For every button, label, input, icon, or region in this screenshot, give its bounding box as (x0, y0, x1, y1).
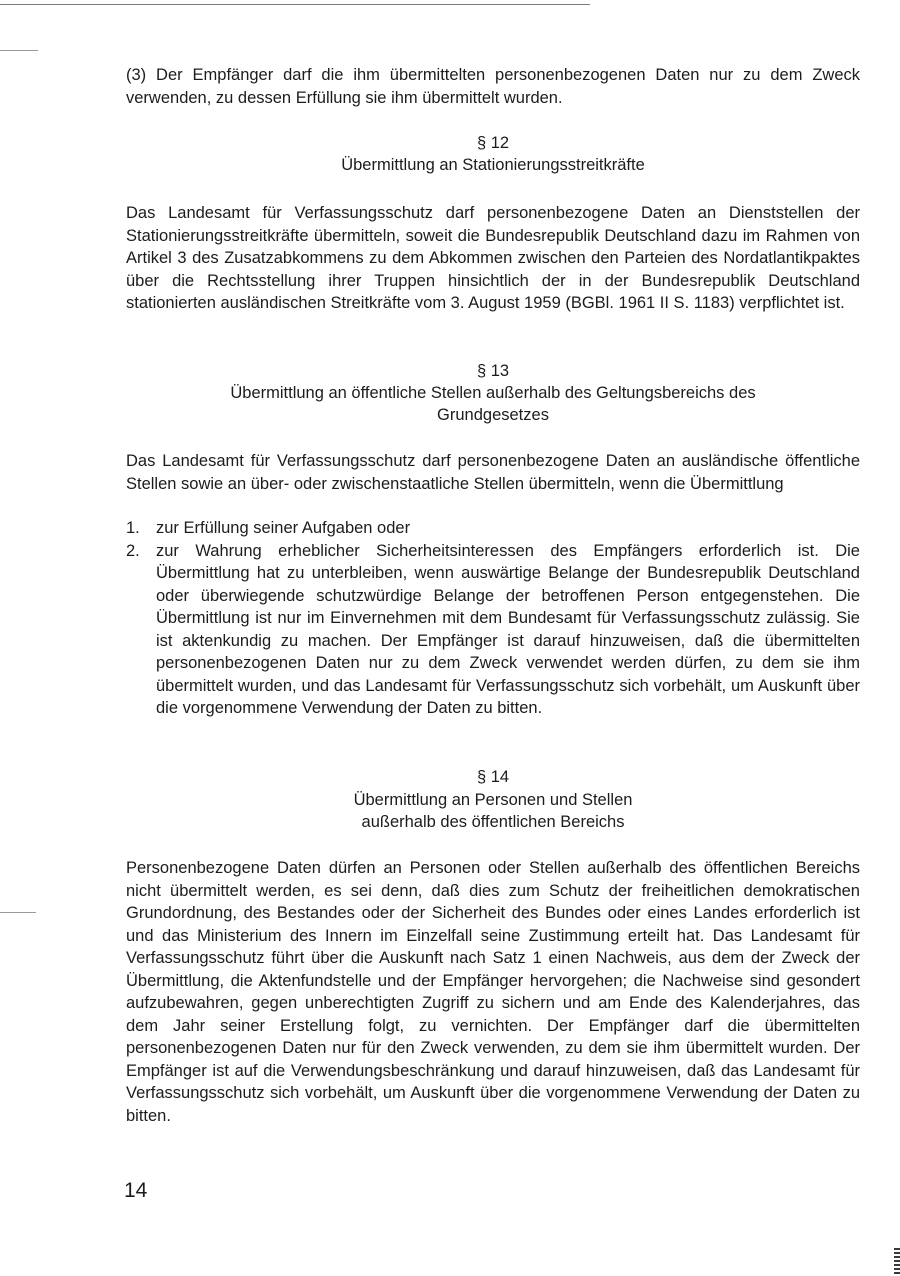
list-item-number: 2. (126, 541, 140, 560)
section-14-title-line1: Übermittlung an Personen und Stellen (353, 791, 633, 809)
list-item (126, 540, 860, 720)
section-14-number: § 14 (476, 768, 510, 786)
list-item (126, 517, 860, 540)
page-number: 14 (124, 1179, 148, 1202)
section-12-number: § 12 (476, 134, 510, 152)
section-13-title-line1: Übermittlung an öffentliche Stellen außerhalb des Geltungsbereichs des (230, 384, 756, 402)
section-13-title-line2: Grundgesetzes (437, 406, 549, 424)
section-13-number: § 13 (476, 362, 510, 380)
list-item-text: zur Wahrung erheblicher Sicherheitsinteressen des Empfängers erforderlich ist. Die Übermittlung hat zu unterbleiben, wenn auswärtige Belange der Bundesrepublik Deutschland oder überwiegende schutzwürdige Belange der betroffenen Person entgegenstehen. Die Übermittlung ist nur im Einvernehmen mit dem Bundesamt für Verfassungsschutz zulässig. Sie ist aktenkundig zu machen. Der Empfänger ist darauf hinzuweisen, daß die übermittelten personenbezogenen Daten nur zu dem Zweck verwendet werden dürfen, zu dem sie ihm übermittelt wurden, und das Landesamt für Verfassungsschutz sich vorbehält, um Auskunft über die vorgenommene Verwendung der Daten zu bitten. (156, 541, 860, 717)
list-item-number: 1. (126, 519, 140, 537)
scan-edge-mark (894, 1248, 900, 1276)
section-14-title-line2: außerhalb des öffentlichen Bereichs (361, 813, 625, 831)
section-12-text: Das Landesamt für Verfassungsschutz darf personenbezogene Daten an Dienststellen der Stationierungsstreitkräfte übermitteln, soweit die Bundesrepublik Deutschland dazu im Rahmen von Artikel 3 des Zusatzabkommens zu dem Abkommen zwischen den Parteien des Nordatlantikpaktes über die Rechtsstellung ihrer Truppen hinsichtlich der in der Bundesrepublik Deutschland stationierten ausländischen Streitkräfte vom 3. August 1959 (BGBl. 1961 II S. 1183) verpflichtet ist. (126, 204, 860, 312)
scan-margin-mark (0, 912, 36, 913)
scan-top-rule (0, 4, 590, 5)
section-14-text: Personenbezogene Daten dürfen an Personen oder Stellen außerhalb des öffentlichen Bereichs nicht übermittelt werden, es sei denn, daß dies zum Schutz der freiheitlichen demokratischen Grundordnung, des Bestandes oder der Sicherheit des Bundes oder eines Landes erforderlich ist und das Ministerium des Innern im Einzelfall seine Zustimmung erteilt hat. Das Landesamt für Verfassungsschutz führt über die Auskunft nach Satz 1 einen Nachweis, aus dem der Zweck der Übermittlung, die Aktenfundstelle und der Empfänger hervorgehen; die Nachweise sind gesondert aufzubewahren, gegen unberechtigten Zugriff zu sichern und am Ende des Kalenderjahres, das dem Jahr seiner Erstellung folgt, zu vernichten. Der Empfänger darf die übermittelten personenbezogenen Daten nur für den Zweck verwenden, zu dem sie ihm übermittelt wurden. Der Empfänger ist auf die Verwendungsbeschränkung und darauf hinzuweisen, daß das Landesamt für Verfassungsschutz sich vorbehält, um Auskunft über die vorgenommene Verwendung der Daten zu bitten. (126, 859, 860, 1125)
scan-margin-mark (0, 50, 38, 51)
paragraph-3: (3) Der Empfänger darf die ihm übermittelten personenbezogenen Daten nur zu dem Zweck verwenden, zu dessen Erfüllung sie ihm übermittelt wurden. (126, 66, 860, 107)
list-item-text: zur Erfüllung seiner Aufgaben oder (156, 519, 411, 537)
section-12-title: Übermittlung an Stationierungsstreitkräfte (341, 156, 645, 174)
section-13-intro: Das Landesamt für Verfassungsschutz darf personenbezogene Daten an ausländische öffentliche Stellen sowie an über- oder zwischenstaatliche Stellen übermitteln, wenn die Übermittlung (126, 452, 860, 493)
section-13-list (126, 517, 860, 720)
